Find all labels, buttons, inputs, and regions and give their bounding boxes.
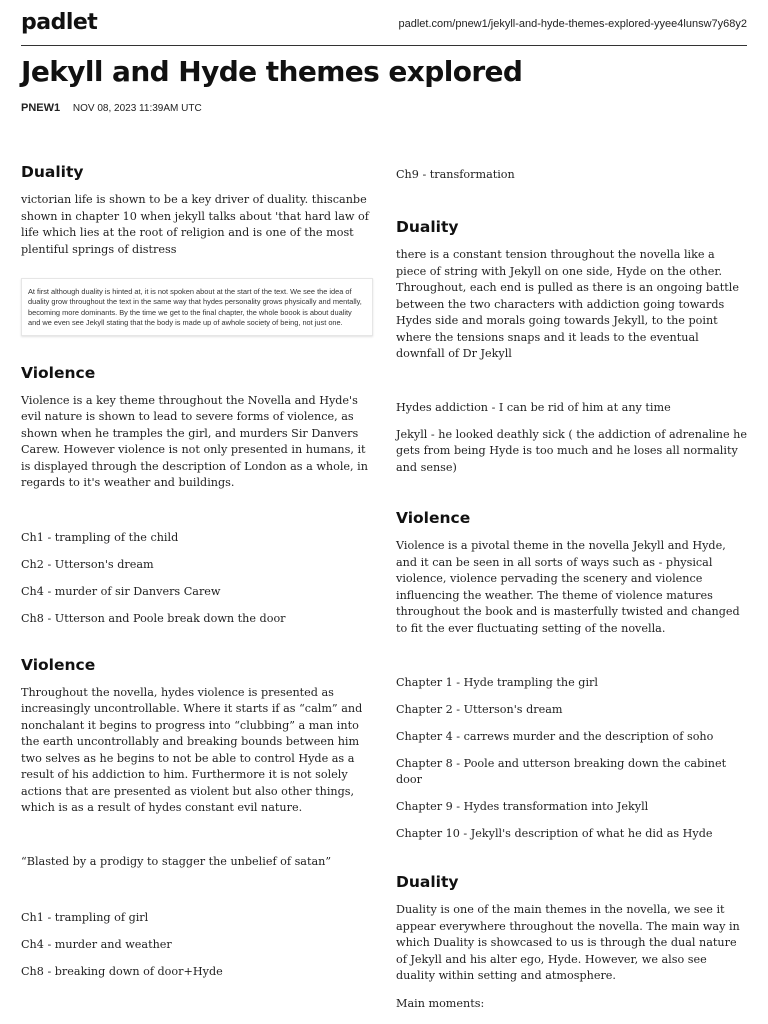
post-continuation: Ch9 - transformation [396, 168, 515, 181]
post-violence-3 [396, 508, 748, 842]
header-divider [21, 45, 747, 46]
list-item: Ch8 - Utterson and Poole break down the door [21, 611, 286, 625]
post-body: Throughout the novella, hydes violence is presented as increasingly uncontrollable. Where it starts if as “calm” and nonchalant it begins to progress into “clubbing” a man into the earth uncontrollably and breaking bounds between him two selves as he begins to not be able to control Hyde as a result of his addiction to him. Furthermore it is not solely actions that are presented as violent but also other things, which is as a result of hydes constant evil nature. [21, 685, 363, 815]
attachment-note[interactable]: At first although duality is hinted at, it is not spoken about at the start of the text. We see the idea of duality grow throughout the text in the same way that hydes personality grows physically and mentally, becoming more dominants. By the time we get to the final chapter, the whole boook is about duality and we even see Jekyll stating that the body is made up of awhole society of being, not just one. [21, 278, 373, 336]
post-heading: Duality [396, 873, 459, 891]
post-heading: Violence [21, 363, 96, 382]
post-body: Violence is a key theme throughout the Novella and Hyde's evil nature is shown to lead to severe forms of violence, as shown when he tramples the girl, and murders Sir Danvers Carew. However violence is not only presented in humans, it is displayed through the description of London as a whole, in regards to it's weather and buildings. [21, 393, 368, 490]
list-item: Chapter 2 - Utterson's dream [396, 703, 563, 716]
page-url[interactable]: padlet.com/pnew1/jekyll-and-hyde-themes-explored-yyee4lunsw7y68y2 [398, 18, 747, 30]
page-meta [21, 102, 202, 114]
page-title: Jekyll and Hyde themes explored [21, 55, 523, 88]
list-item: Chapter 4 - carrews murder and the description of soho [396, 730, 714, 743]
list-item: Ch2 - Utterson's dream [21, 557, 154, 571]
post-line: Hydes addiction - I can be rid of him at any time [396, 400, 671, 414]
post-date: NOV 08, 2023 11:39AM UTC [72, 103, 202, 114]
post-duality-1 [21, 162, 373, 336]
list-item: Ch4 - murder of sir Danvers Carew [21, 584, 221, 598]
list-item: Chapter 8 - Poole and utterson breaking down the cabinet door [396, 757, 727, 786]
list-item: Ch8 - breaking down of door+Hyde [21, 964, 223, 978]
list-item: Ch1 - trampling of girl [21, 910, 149, 924]
list-item: Ch1 - trampling of the child [21, 530, 179, 544]
post-body: victorian life is shown to be a key driver of duality. thiscanbe shown in chapter 10 when jekyll talks about 'that hard law of life which lies at the root of religion and is one of the most plentiful springs of distress [21, 193, 369, 256]
padlet-logo[interactable]: padlet [21, 10, 98, 35]
list-item: Chapter 9 - Hydes transformation into Jekyll [396, 800, 649, 813]
post-body: there is a constant tension throughout the novella like a piece of string with Jekyll on one side, Hyde on the other. Throughout, each end is pulled as there is an ongoing battle between the two characters with addiction going towards Hydes side and morals going towards Jekyll, to the point where the tensions snaps and it leads to the eventual downfall of Dr Jekyll [396, 248, 739, 360]
post-heading: Violence [21, 655, 96, 674]
post-line: Jekyll - he looked deathly sick ( the addiction of adrenaline he gets from being Hyde is too much and he loses all normality and sense) [396, 427, 748, 474]
list-item: Chapter 1 - Hyde trampling the girl [396, 676, 598, 689]
quote: “Blasted by a prodigy to stagger the unbelief of satan” [21, 854, 332, 868]
list-item: Ch4 - murder and weather [21, 937, 172, 951]
post-heading: Duality [21, 163, 84, 181]
post-heading: Duality [396, 218, 459, 236]
post-body: Duality is one of the main themes in the novella, we see it appear everywhere throughout the novella. The main way in which Duality is showcased to us is through the dual nature of Jekyll and his alter ego, Hyde. However, we also see duality within setting and atmosphere. [396, 903, 740, 982]
post-heading: Violence [396, 509, 471, 527]
post-violence-2 [21, 655, 373, 980]
post-duality-2 [396, 217, 748, 476]
post-body: Violence is a pivotal theme in the novella Jekyll and Hyde, and it can be seen in all sorts of ways such as - physical violence, violence pervading the scenery and violence influencing the weather. The theme of violence matures throughout the book and is masterfully twisted and changed to fit the ever fluctuating setting of the novella. [396, 539, 740, 635]
left-column [21, 162, 373, 980]
author-name: PNEW1 [21, 102, 61, 114]
list-item: Chapter 10 - Jekyll's description of what he did as Hyde [396, 827, 713, 840]
post-duality-3 [396, 872, 748, 1012]
post-line: Main moments: [396, 996, 485, 1010]
right-column [396, 167, 748, 1012]
post-violence-1 [21, 363, 373, 627]
